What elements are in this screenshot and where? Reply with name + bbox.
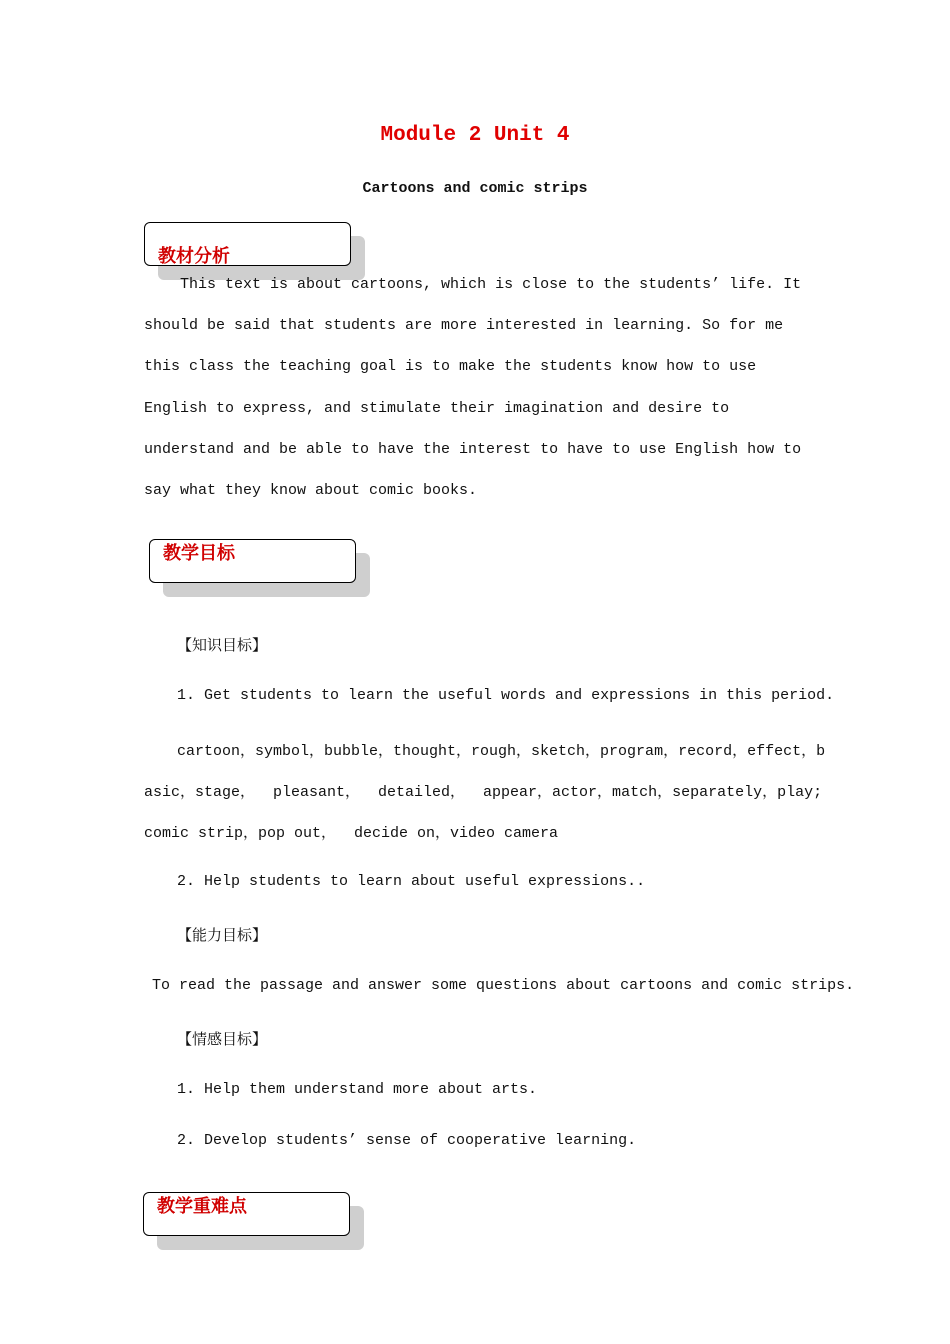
section-analysis-heading: 教材分析 xyxy=(158,246,230,267)
emotion-item-1: 1. Help them understand more about arts. xyxy=(177,1081,538,1098)
section-keypoints-heading: 教学重难点 xyxy=(157,1196,247,1217)
document-subtitle: Cartoons and comic strips xyxy=(362,180,588,197)
vocabulary-line-2: asic，stage， pleasant， detailed， appear，actor，match，separately，play; xyxy=(144,784,823,801)
ability-goal-text: To read the passage and answer some questions about cartoons and comic strips. xyxy=(152,977,855,994)
emotion-item-2: 2. Develop students’ sense of cooperative learning. xyxy=(177,1132,637,1149)
knowledge-item-1: 1. Get students to learn the useful words and expressions in this period. xyxy=(177,687,835,704)
knowledge-item-2: 2. Help students to learn about useful expressions.. xyxy=(177,873,646,890)
document-title: Module 2 Unit 4 xyxy=(380,124,570,147)
section-analysis-heading-box xyxy=(144,222,351,266)
section-objectives-heading-box xyxy=(149,539,356,583)
section-objectives-heading: 教学目标 xyxy=(163,543,235,564)
vocabulary-line-3: comic strip，pop out， decide on，video camera xyxy=(144,825,559,842)
analysis-paragraph: This text is about cartoons, which is close to the students’ life. It should be said that students are more interested in learning. So for me this class the teaching goal is to make the students know how to use English to express, and stimulate their imagination and desire to understand and be able to have the interest to have to use English how to say what they know about comic books. xyxy=(144,276,811,500)
section-keypoints-heading-box xyxy=(143,1192,350,1236)
emotion-goals-label: 【情感目标】 xyxy=(177,1032,268,1049)
ability-goals-label: 【能力目标】 xyxy=(177,928,268,945)
vocabulary-line-1: cartoon，symbol，bubble，thought，rough，sketch，program，record，effect，b xyxy=(177,743,826,760)
knowledge-goals-label: 【知识目标】 xyxy=(177,638,268,655)
